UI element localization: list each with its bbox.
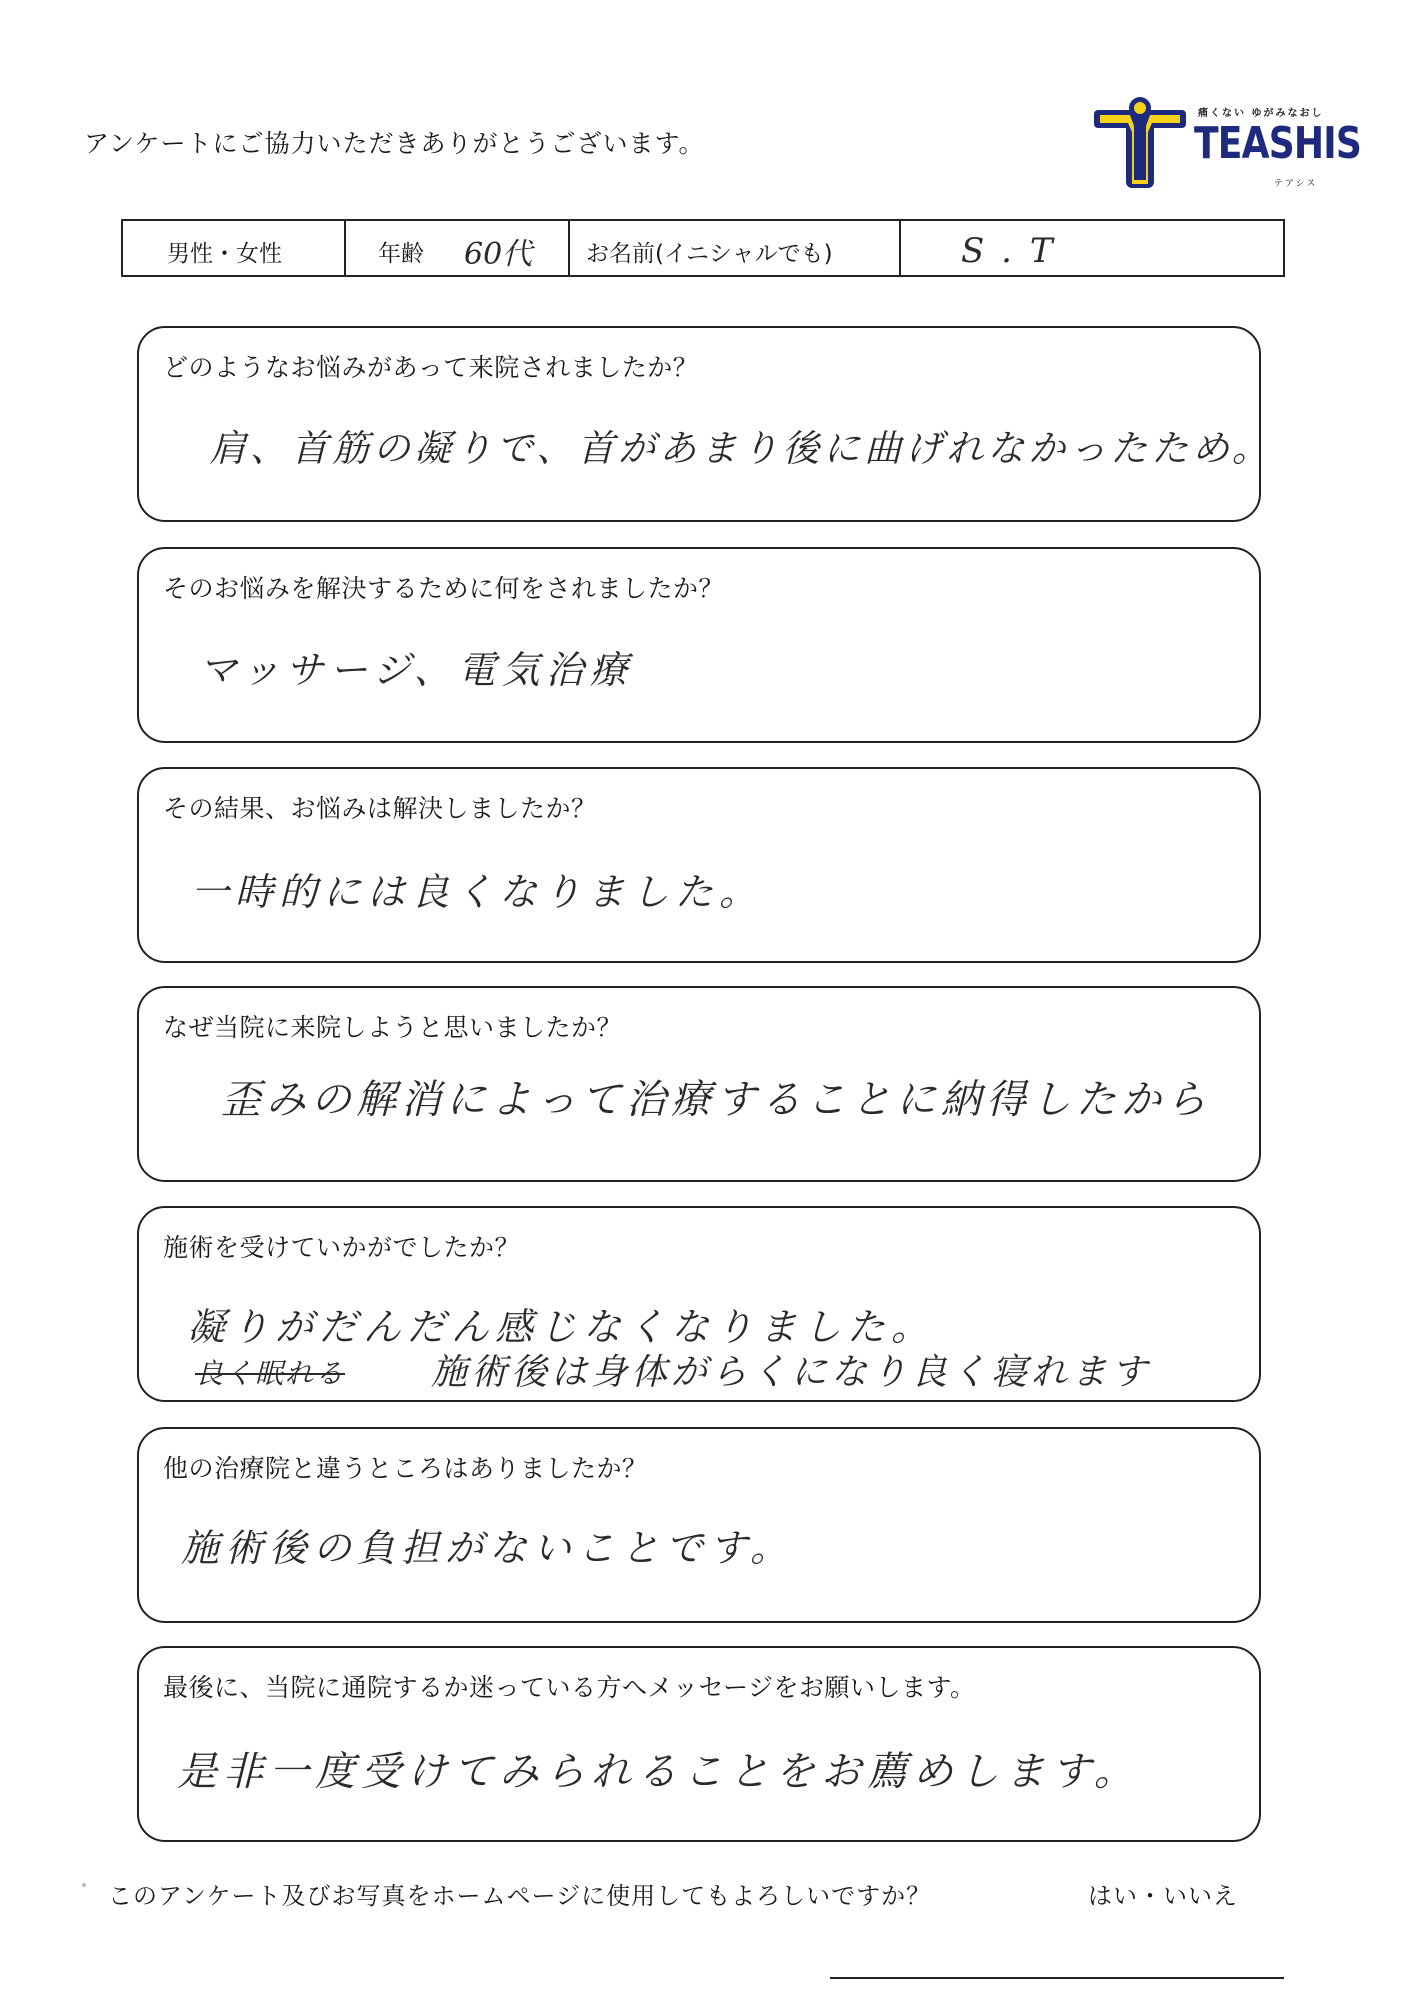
signature-line xyxy=(830,1977,1284,1979)
question-text: なぜ当院に来院しようと思いましたか？ xyxy=(163,1013,623,1042)
question-text: その結果、お悩みは解決しましたか？ xyxy=(163,794,597,823)
question-box-1 xyxy=(137,326,1273,522)
gender-label: 男性・女性 xyxy=(167,241,282,267)
question-text: そのお悩みを解決するために何をされましたか？ xyxy=(163,574,725,603)
logo-brand: TEASHIS xyxy=(1194,118,1362,169)
name-value: S.T xyxy=(961,231,1071,271)
answer-text: 是非一度受けてみられることをお薦めします。 xyxy=(177,1749,1140,1795)
question-box-5 xyxy=(137,1206,1261,1402)
age-label: 年齢 xyxy=(378,241,424,267)
name-value-cell xyxy=(901,221,1283,275)
question-box-4 xyxy=(137,986,1261,1182)
name-label-cell xyxy=(570,221,901,275)
logo-tagline: 痛くない ゆがみなおし xyxy=(1198,108,1324,119)
logo-brand-kana: テアシス xyxy=(1274,179,1318,189)
gender-cell xyxy=(123,221,346,275)
answer-text: 施術後の負担がないことです。 xyxy=(181,1526,794,1570)
answer-text-struck xyxy=(195,1352,345,1392)
answer-text: 歪みの解消によって治療することに納得したから xyxy=(221,1077,1211,1123)
answer-text: マッサージ、電気治療 xyxy=(199,648,634,692)
question-box-7 xyxy=(137,1646,1261,1842)
question-text: 最後に、当院に通院するか迷っている方へメッセージをお願いします。 xyxy=(163,1673,976,1702)
person-logo-icon xyxy=(1090,96,1190,196)
margin-mark xyxy=(82,1883,86,1887)
question-text: 他の治療院と違うところはありましたか？ xyxy=(163,1454,648,1483)
thanks-message: アンケートにご協力いただきありがとうございます。 xyxy=(84,129,705,158)
teashis-logo xyxy=(1090,96,1362,196)
age-cell xyxy=(346,221,570,275)
question-box-2 xyxy=(137,547,1261,743)
answer-text: 肩、首筋の凝りで、首があまり後に曲げれなかったため。 xyxy=(209,427,1273,470)
name-label: お名前(イニシャルでも) xyxy=(586,241,833,267)
question-text: 施術を受けていかがでしたか？ xyxy=(163,1233,521,1262)
answer-text-line-2: 施術後は身体がらくになり良く寝れます xyxy=(431,1352,1152,1393)
answer-text: 一時的には良くなりました。 xyxy=(191,870,764,914)
answer-text: 凝りがだんだん感じなくなりました。 xyxy=(187,1305,936,1349)
age-value: 60代 xyxy=(464,237,533,272)
consent-yes-no: はい・いいえ xyxy=(1088,1882,1238,1910)
respondent-info-table xyxy=(121,219,1285,277)
question-text: どのようなお悩みがあって来院されましたか？ xyxy=(163,353,699,382)
question-box-3 xyxy=(137,767,1261,963)
question-box-6 xyxy=(137,1427,1261,1623)
struck-out-text: 良く眠れる xyxy=(195,1357,346,1390)
consent-question: このアンケート及びお写真をホームページに使用してもよろしいですか？ xyxy=(108,1882,932,1910)
